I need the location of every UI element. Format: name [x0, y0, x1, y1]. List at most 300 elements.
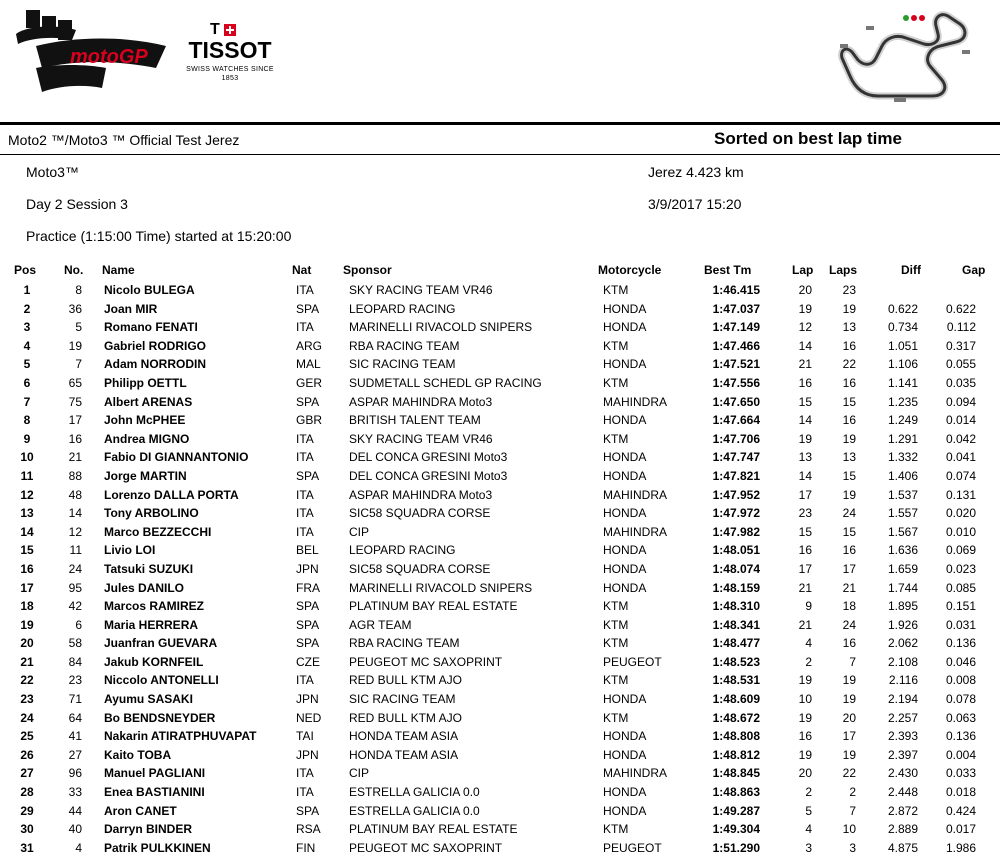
cell-nat: JPN	[296, 747, 319, 762]
session-date-time: 3/9/2017 15:20	[648, 196, 742, 212]
cell-diff: 2.430	[887, 766, 918, 781]
cell-diff: 2.062	[887, 636, 918, 651]
cell-best: 1:47.821	[712, 468, 760, 483]
cell-diff: 1.051	[887, 338, 918, 353]
cell-gap: 0.151	[945, 599, 976, 614]
cell-moto: HONDA	[603, 450, 647, 465]
cell-pos: 9	[23, 431, 31, 446]
header-best-time: Best Tm	[704, 263, 752, 277]
cell-name: Aron CANET	[104, 803, 177, 818]
cell-laps: 17	[842, 561, 856, 576]
cell-pos: 13	[20, 506, 34, 521]
cell-gap: 0.622	[945, 301, 976, 316]
cell-gap: 0.055	[945, 357, 976, 372]
cell-pos: 1	[23, 283, 31, 297]
cell-name: Jorge MARTIN	[104, 468, 187, 483]
cell-diff: 2.889	[887, 822, 918, 837]
cell-laps: 24	[842, 506, 856, 521]
cell-moto: MAHINDRA	[603, 524, 668, 539]
cell-name: Lorenzo DALLA PORTA	[104, 487, 239, 502]
cell-sponsor: SIC58 SQUADRA CORSE	[349, 561, 491, 576]
cell-diff: 2.194	[887, 692, 918, 707]
cell-sponsor: PEUGEOT MC SAXOPRINT	[349, 654, 503, 669]
cell-nat: ITA	[296, 673, 314, 688]
cell-laps: 16	[842, 413, 856, 428]
cell-moto: KTM	[603, 283, 629, 297]
cell-lap: 2	[805, 654, 812, 669]
cell-best: 1:47.556	[712, 375, 760, 390]
cell-moto: PEUGEOT	[603, 654, 662, 669]
cell-diff: 1.537	[887, 487, 918, 502]
table-row	[0, 764, 1000, 783]
cell-pos: 7	[23, 394, 31, 409]
cell-name: Jules DANILO	[104, 580, 185, 595]
cell-moto: HONDA	[603, 301, 647, 316]
cell-name: Adam NORRODIN	[104, 357, 207, 372]
cell-diff: 1.249	[887, 413, 918, 428]
cell-nat: SPA	[296, 394, 320, 409]
cell-best: 1:47.706	[712, 431, 760, 446]
table-row	[0, 430, 1000, 449]
cell-no: 88	[68, 468, 82, 483]
cell-pos: 4	[23, 338, 31, 353]
table-row	[0, 541, 1000, 560]
header-gap: Gap	[962, 263, 986, 277]
cell-lap: 19	[798, 747, 812, 762]
cell-sponsor: SUDMETALL SCHEDL GP RACING	[349, 375, 542, 390]
cell-best: 1:48.531	[712, 673, 760, 688]
cell-lap: 20	[798, 766, 812, 781]
page-header	[0, 0, 1000, 122]
cell-pos: 26	[20, 747, 34, 762]
table-row	[0, 690, 1000, 709]
table-row	[0, 727, 1000, 746]
cell-lap: 16	[798, 729, 812, 744]
cell-nat: SPA	[296, 803, 320, 818]
cell-laps: 24	[842, 617, 856, 632]
motogp-logo-icon	[6, 6, 176, 98]
cell-sponsor: HONDA TEAM ASIA	[349, 747, 459, 762]
table-row	[0, 820, 1000, 839]
cell-no: 58	[68, 636, 82, 651]
cell-moto: KTM	[603, 636, 629, 651]
cell-laps: 13	[842, 320, 856, 335]
cell-gap: 0.085	[945, 580, 976, 595]
cell-gap: 0.041	[945, 450, 976, 465]
cell-gap: 0.004	[945, 747, 976, 762]
table-row	[0, 504, 1000, 523]
cell-nat: SPA	[296, 617, 320, 632]
table-row	[0, 393, 1000, 412]
cell-name: Tatsuki SUZUKI	[104, 561, 194, 576]
cell-pos: 21	[20, 654, 34, 669]
table-row	[0, 746, 1000, 765]
table-row	[0, 839, 1000, 858]
cell-nat: CZE	[296, 654, 320, 669]
cell-best: 1:48.863	[712, 785, 760, 800]
cell-nat: MAL	[296, 357, 321, 372]
cell-name: Maria HERRERA	[104, 617, 199, 632]
cell-diff: 1.636	[887, 543, 918, 558]
cell-gap: 0.317	[945, 338, 976, 353]
cell-gap: 0.112	[946, 320, 976, 335]
tissot-t-glyph: T	[210, 21, 220, 38]
cell-pos: 29	[20, 803, 34, 818]
cell-best: 1:48.672	[712, 710, 760, 725]
table-row	[0, 467, 1000, 486]
cell-diff: 1.744	[887, 580, 918, 595]
cell-diff: 1.557	[887, 506, 918, 521]
cell-pos: 31	[20, 840, 34, 855]
cell-name: Marcos RAMIREZ	[104, 599, 205, 614]
cell-nat: SPA	[296, 301, 320, 316]
cell-moto: HONDA	[603, 320, 647, 335]
cell-pos: 24	[20, 710, 34, 725]
cell-nat: ITA	[296, 785, 314, 800]
header-diff: Diff	[901, 263, 921, 277]
cell-pos: 22	[20, 673, 34, 688]
table-row	[0, 411, 1000, 430]
cell-lap: 14	[798, 413, 812, 428]
cell-lap: 17	[798, 487, 812, 502]
cell-best: 1:48.159	[712, 580, 760, 595]
cell-gap: 0.136	[945, 729, 976, 744]
cell-name: John McPHEE	[104, 413, 186, 428]
cell-sponsor: CIP	[349, 524, 370, 539]
cell-gap: 0.008	[945, 673, 976, 688]
cell-nat: ITA	[296, 524, 314, 539]
cell-nat: JPN	[296, 561, 319, 576]
cell-best: 1:48.523	[712, 654, 760, 669]
cell-sponsor: SIC RACING TEAM	[349, 357, 456, 372]
cell-sponsor: RED BULL KTM AJO	[349, 710, 462, 725]
cell-best: 1:47.521	[712, 357, 760, 372]
cell-best: 1:48.812	[712, 747, 760, 762]
title-rule	[0, 154, 1000, 155]
cell-name: Enea BASTIANINI	[104, 785, 205, 800]
cell-best: 1:47.972	[712, 506, 760, 521]
cell-pos: 17	[20, 580, 34, 595]
cell-pos: 25	[20, 729, 34, 744]
cell-gap: 0.031	[945, 617, 976, 632]
cell-best: 1:48.341	[712, 617, 760, 632]
cell-laps: 18	[842, 599, 856, 614]
cell-lap: 19	[798, 710, 812, 725]
table-row	[0, 300, 1000, 319]
cell-moto: HONDA	[603, 468, 647, 483]
header-no: No.	[64, 263, 84, 277]
cell-name: Fabio DI GIANNANTONIO	[104, 450, 249, 465]
practice-info: Practice (1:15:00 Time) started at 15:20:00	[26, 228, 292, 244]
cell-pos: 23	[20, 692, 34, 707]
cell-lap: 15	[798, 524, 812, 539]
session-name: Day 2 Session 3	[26, 196, 128, 212]
cell-sponsor: SKY RACING TEAM VR46	[349, 431, 493, 446]
cell-laps: 7	[849, 803, 856, 818]
cell-nat: TAI	[296, 729, 314, 744]
cell-diff: 2.108	[887, 654, 918, 669]
header-pos: Pos	[14, 263, 37, 277]
cell-diff: 0.622	[887, 301, 918, 316]
cell-diff: 1.926	[887, 617, 918, 632]
cell-moto: MAHINDRA	[603, 487, 668, 502]
cell-sponsor: ESTRELLA GALICIA 0.0	[349, 785, 480, 800]
cell-lap: 23	[798, 506, 812, 521]
cell-no: 4	[75, 840, 82, 855]
table-row	[0, 616, 1000, 635]
cell-no: 12	[68, 524, 82, 539]
cell-lap: 4	[805, 822, 812, 837]
cell-nat: GER	[296, 375, 323, 390]
cell-no: 41	[68, 729, 82, 744]
cell-moto: KTM	[603, 710, 629, 725]
cell-gap: 0.131	[945, 487, 976, 502]
cell-nat: SPA	[296, 636, 320, 651]
cell-best: 1:47.037	[712, 301, 760, 316]
cell-moto: PEUGEOT	[603, 840, 662, 855]
cell-pos: 18	[20, 599, 34, 614]
table-row	[0, 709, 1000, 728]
cell-laps: 19	[842, 747, 856, 762]
cell-lap: 19	[798, 673, 812, 688]
cell-nat: SPA	[296, 599, 320, 614]
table-row	[0, 337, 1000, 356]
cell-gap: 0.033	[945, 766, 976, 781]
cell-nat: FIN	[296, 840, 316, 855]
cell-sponsor: ASPAR MAHINDRA Moto3	[349, 487, 493, 502]
cell-sponsor: SKY RACING TEAM VR46	[349, 283, 493, 297]
header-nat: Nat	[292, 263, 312, 277]
cell-lap: 20	[798, 283, 812, 297]
cell-name: Juanfran GUEVARA	[104, 636, 218, 651]
cell-pos: 27	[20, 766, 34, 781]
cell-best: 1:49.304	[712, 822, 760, 837]
cell-sponsor: PEUGEOT MC SAXOPRINT	[349, 840, 503, 855]
cell-nat: ITA	[296, 450, 314, 465]
cell-laps: 21	[842, 580, 856, 595]
cell-gap: 0.018	[945, 785, 976, 800]
cell-best: 1:48.845	[712, 766, 760, 781]
cell-nat: FRA	[296, 580, 320, 595]
cell-diff: 4.875	[887, 840, 918, 855]
cell-gap: 0.014	[945, 413, 976, 428]
cell-laps: 16	[842, 543, 856, 558]
cell-sponsor: AGR TEAM	[349, 617, 412, 632]
cell-laps: 2	[849, 785, 856, 800]
cell-pos: 20	[20, 636, 34, 651]
cell-name: Ayumu SASAKI	[104, 692, 193, 707]
cell-moto: KTM	[603, 375, 629, 390]
cell-no: 40	[68, 822, 82, 837]
cell-laps: 22	[842, 357, 856, 372]
cell-no: 27	[68, 747, 82, 762]
cell-sponsor: PLATINUM BAY REAL ESTATE	[349, 599, 518, 614]
cell-laps: 20	[842, 710, 856, 725]
cell-no: 16	[68, 431, 82, 446]
cell-sponsor: ASPAR MAHINDRA Moto3	[349, 394, 493, 409]
cell-gap: 0.020	[945, 506, 976, 521]
cell-moto: HONDA	[603, 413, 647, 428]
cell-moto: KTM	[603, 673, 629, 688]
cell-no: 65	[68, 375, 82, 390]
cell-lap: 15	[798, 394, 812, 409]
cell-gap: 0.042	[945, 431, 976, 446]
cell-laps: 13	[842, 450, 856, 465]
cell-sponsor: SIC58 SQUADRA CORSE	[349, 506, 491, 521]
cell-sponsor: MARINELLI RIVACOLD SNIPERS	[349, 320, 533, 335]
header-motorcycle: Motorcycle	[598, 263, 662, 277]
cell-best: 1:47.982	[712, 524, 760, 539]
cell-laps: 15	[842, 468, 856, 483]
cell-pos: 30	[20, 822, 34, 837]
table-row	[0, 374, 1000, 393]
cell-diff: 1.235	[887, 394, 918, 409]
cell-sponsor: RBA RACING TEAM	[349, 636, 460, 651]
cell-lap: 9	[805, 599, 812, 614]
cell-no: 44	[68, 803, 82, 818]
cell-moto: KTM	[603, 338, 629, 353]
cell-no: 75	[68, 394, 82, 409]
cell-moto: KTM	[603, 599, 629, 614]
event-title: Moto2 ™/Moto3 ™ Official Test Jerez	[8, 132, 240, 148]
cell-best: 1:48.074	[712, 561, 760, 576]
table-header	[0, 262, 1000, 279]
cell-nat: JPN	[296, 692, 319, 707]
cell-no: 95	[68, 580, 82, 595]
cell-name: Manuel PAGLIANI	[104, 766, 206, 781]
cell-moto: KTM	[603, 617, 629, 632]
cell-best: 1:48.310	[712, 599, 760, 614]
table-row	[0, 802, 1000, 821]
cell-name: Jakub KORNFEIL	[104, 654, 204, 669]
cell-sponsor: LEOPARD RACING	[349, 543, 456, 558]
cell-diff: 1.291	[887, 431, 918, 446]
cell-moto: HONDA	[603, 357, 647, 372]
cell-lap: 5	[805, 803, 812, 818]
cell-sponsor: LEOPARD RACING	[349, 301, 456, 316]
cell-name: Bo BENDSNEYDER	[104, 710, 216, 725]
cell-name: Marco BEZZECCHI	[104, 524, 212, 539]
cell-name: Tony ARBOLINO	[104, 506, 199, 521]
cell-no: 24	[68, 561, 82, 576]
cell-gap: 0.094	[945, 394, 976, 409]
cell-pos: 11	[20, 468, 34, 483]
cell-laps: 10	[842, 822, 856, 837]
cell-lap: 2	[805, 785, 812, 800]
cell-laps: 19	[842, 673, 856, 688]
cell-sponsor: SIC RACING TEAM	[349, 692, 456, 707]
cell-nat: BEL	[296, 543, 319, 558]
cell-moto: HONDA	[603, 506, 647, 521]
cell-diff: 1.567	[887, 524, 918, 539]
cell-diff: 2.116	[888, 673, 918, 688]
cell-no: 8	[75, 283, 82, 297]
cell-nat: ITA	[296, 506, 314, 521]
cell-moto: HONDA	[603, 561, 647, 576]
cell-no: 23	[68, 673, 82, 688]
cell-lap: 16	[798, 543, 812, 558]
cell-sponsor: ESTRELLA GALICIA 0.0	[349, 803, 480, 818]
cell-no: 5	[75, 320, 82, 335]
cell-nat: ITA	[296, 283, 314, 297]
cell-gap: 0.046	[945, 654, 976, 669]
cell-best: 1:47.149	[712, 320, 760, 335]
cell-lap: 17	[798, 561, 812, 576]
cell-name: Romano FENATI	[104, 320, 198, 335]
cell-name: Albert ARENAS	[104, 394, 193, 409]
cell-moto: HONDA	[603, 692, 647, 707]
cell-lap: 12	[798, 320, 812, 335]
cell-moto: HONDA	[603, 747, 647, 762]
cell-laps: 15	[842, 394, 856, 409]
cell-gap: 0.063	[945, 710, 976, 725]
cell-best: 1:48.477	[712, 636, 760, 651]
cell-laps: 19	[842, 487, 856, 502]
table-row	[0, 281, 1000, 300]
cell-lap: 4	[805, 636, 812, 651]
cell-moto: MAHINDRA	[603, 766, 668, 781]
cell-diff: 1.106	[887, 357, 918, 372]
cell-name: Kaito TOBA	[104, 747, 172, 762]
cell-moto: KTM	[603, 431, 629, 446]
cell-laps: 16	[842, 636, 856, 651]
table-row	[0, 523, 1000, 542]
table-row	[0, 579, 1000, 598]
tissot-name: TISSOT	[188, 37, 272, 63]
cell-diff: 0.734	[887, 320, 918, 335]
cell-name: Philipp OETTL	[104, 375, 187, 390]
table-row	[0, 486, 1000, 505]
cell-name: Nicolo BULEGA	[104, 283, 195, 297]
tissot-logo	[180, 21, 280, 84]
cell-laps: 16	[842, 375, 856, 390]
sort-label: Sorted on best lap time	[714, 129, 902, 148]
cell-lap: 14	[798, 468, 812, 483]
cell-pos: 14	[20, 524, 34, 539]
cell-no: 42	[68, 599, 82, 614]
cell-sponsor: MARINELLI RIVACOLD SNIPERS	[349, 580, 533, 595]
cell-lap: 3	[805, 840, 812, 855]
cell-sponsor: DEL CONCA GRESINI Moto3	[349, 450, 508, 465]
cell-lap: 16	[798, 375, 812, 390]
cell-best: 1:47.650	[712, 394, 760, 409]
cell-best: 1:48.609	[712, 692, 760, 707]
cell-moto: HONDA	[603, 580, 647, 595]
cell-sponsor: PLATINUM BAY REAL ESTATE	[349, 822, 518, 837]
cell-nat: ARG	[296, 338, 323, 353]
cell-no: 71	[68, 692, 82, 707]
cell-name: Livio LOI	[104, 543, 156, 558]
cell-gap: 1.986	[945, 840, 976, 855]
cell-name: Patrik PULKKINEN	[104, 840, 211, 855]
cell-no: 6	[75, 617, 82, 632]
circuit-length: Jerez 4.423 km	[648, 164, 744, 180]
header-name: Name	[102, 263, 135, 277]
cell-no: 14	[68, 506, 82, 521]
cell-laps: 19	[842, 692, 856, 707]
cell-no: 36	[68, 301, 82, 316]
cell-name: Nakarin ATIRATPHUVAPAT	[104, 729, 257, 744]
cell-moto: HONDA	[603, 543, 647, 558]
cell-best: 1:47.664	[712, 413, 760, 428]
cell-best: 1:49.287	[712, 803, 760, 818]
cell-best: 1:48.808	[712, 729, 760, 744]
cell-laps: 15	[842, 524, 856, 539]
circuit-map-icon	[836, 4, 986, 104]
cell-nat: RSA	[296, 822, 321, 837]
cell-no: 11	[69, 543, 82, 558]
cell-sponsor: RBA RACING TEAM	[349, 338, 460, 353]
